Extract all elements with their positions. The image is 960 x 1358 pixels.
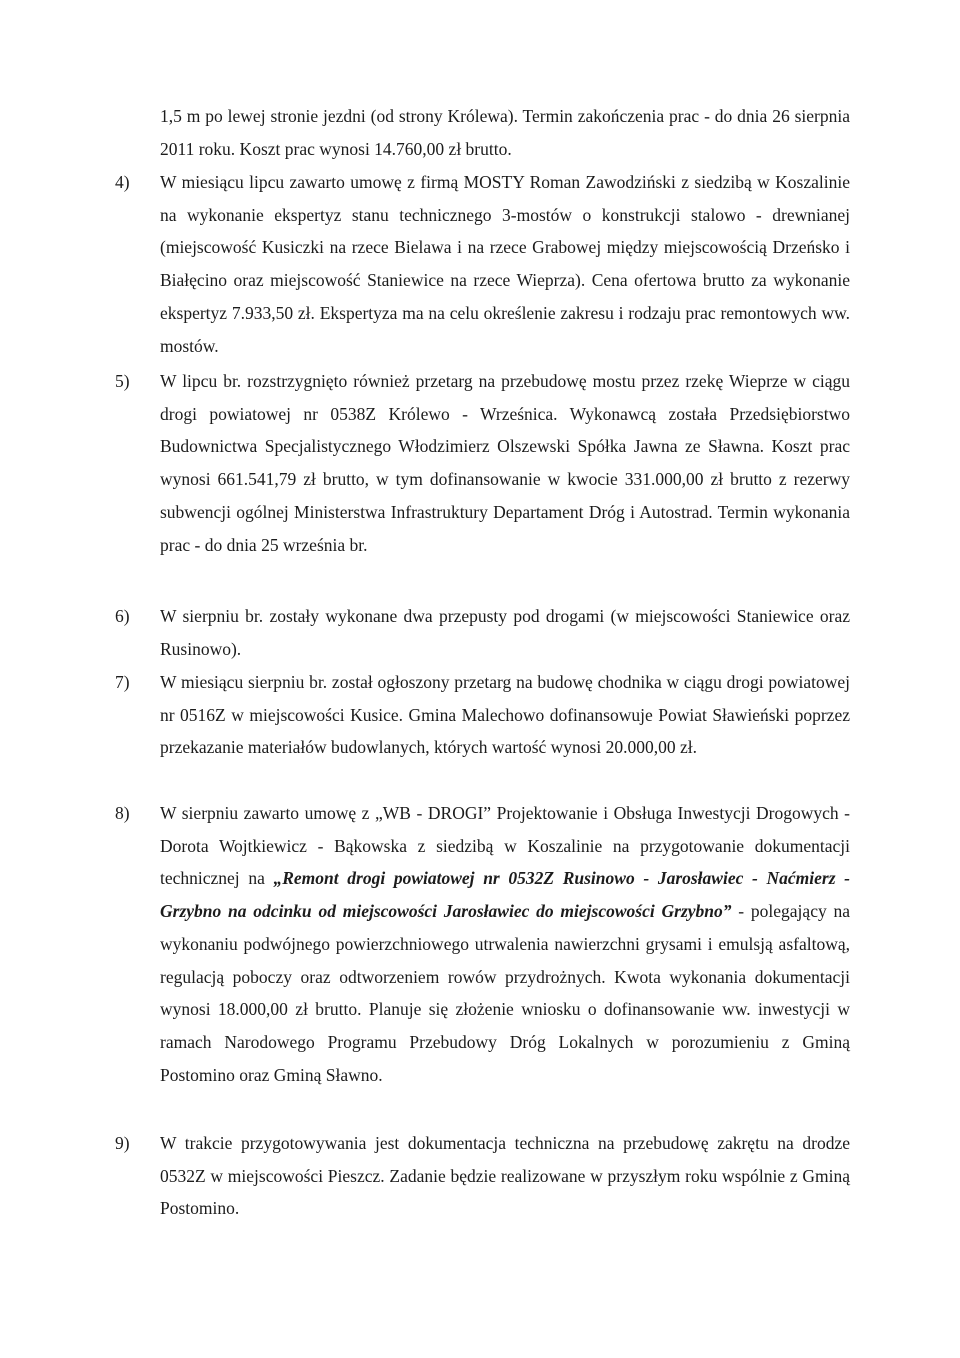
item-text-5: W lipcu br. rozstrzygnięto również przetarg na przebudowę mostu przez rzekę Wieprze w ciągu drogi powiatowej nr 0538Z Królewo - Wrześnica. Wykonawcą została Przedsiębiorstwo Budownictwa Specjalistycznego Włodzimierz Olszewski Spółka Jawna ze Sławna. Koszt prac wynosi 661.541,79 zł brutto, w tym dofinansowanie w kwocie 331.000,00 zł brutto z rezerwy subwencji ogólnej Ministerstwa Infrastruktury Departament Dróg i Autostrad. Termin wykonania prac - do dnia 25 września br. bbox=[160, 371, 850, 555]
item-number-4: 4) bbox=[115, 172, 130, 192]
item-number-7: 7) bbox=[115, 672, 130, 692]
item-number-5: 5) bbox=[115, 371, 130, 391]
item-number-8: 8) bbox=[115, 803, 130, 823]
item-text-6: W sierpniu br. zostały wykonane dwa przepusty pod drogami (w miejscowości Staniewice oraz Rusinowo). bbox=[160, 606, 850, 659]
item-text-7: W miesiącu sierpniu br. został ogłoszony przetarg na budowę chodnika w ciągu drogi powiatowej nr 0516Z w miejscowości Kusice. Gmina Malechowo dofinansowuje Powiat Sławieński poprzez przekazanie materiałów budowlanych, których wartość wynosi 20.000,00 zł. bbox=[160, 672, 850, 758]
item-8-text-after: - polegający na wykonaniu podwójnego powierzchniowego utrwalenia nawierzchni grysami i emulsją asfaltową, regulacją poboczy oraz odtworzeniem rowów przydrożnych. Kwota wykonania dokumentacji wynosi 18.000,00 zł brutto. Planuje się złożenie wniosku o dofinansowanie ww. inwestycji w ramach Narodowego Programu Przebudowy Dróg Lokalnych w porozumieniu z Gminą Postomino oraz Gminą Sławno. bbox=[160, 901, 851, 1085]
item-8-project-title: „Remont drogi powiatowej nr 0532Z Rusinowo - Jarosławiec - Naćmierz - Grzybno na odcinku od miejscowości Jarosławiec do miejscowości Grzybno” bbox=[160, 868, 850, 922]
intro-paragraph: 1,5 m po lewej stronie jezdni (od strony Królewa). Termin zakończenia prac - do dnia 26 sierpnia 2011 roku. Koszt prac wynosi 14.760,00 zł brutto. bbox=[160, 106, 850, 159]
item-8-text-before: W sierpniu zawarto umowę z „WB - DROGI” Projektowanie i Obsługa Inwestycji Drogowych - Dorota Wojtkiewicz - Bąkowska z siedzibą w Koszalinie na przygotowanie dokumentacji technicznej na bbox=[160, 803, 850, 889]
item-number-6: 6) bbox=[115, 606, 130, 626]
item-text-4: W miesiącu lipcu zawarto umowę z firmą MOSTY Roman Zawodziński z siedzibą w Koszalinie na wykonanie ekspertyz stanu technicznego 3-mostów o konstrukcji stalowo - drewnianej (miejscowość Kusiczki na rzece Bielawa i na rzece Grabowej między miejscowością Drzeńsko i Białęcino oraz miejscowość Staniewice na rzece Wieprza). Cena ofertowa brutto za wykonanie ekspertyz 7.933,50 zł. Ekspertyza ma na celu określenie zakresu i rodzaju prac remontowych ww. mostów. bbox=[160, 172, 850, 356]
item-text-8 bbox=[160, 797, 850, 1091]
item-text-9: W trakcie przygotowywania jest dokumentacja techniczna na przebudowę zakrętu na drodze 0532Z w miejscowości Pieszcz. Zadanie będzie realizowane w przyszłym roku wspólnie z Gminą Postomino. bbox=[160, 1133, 850, 1219]
item-number-9: 9) bbox=[115, 1133, 130, 1153]
